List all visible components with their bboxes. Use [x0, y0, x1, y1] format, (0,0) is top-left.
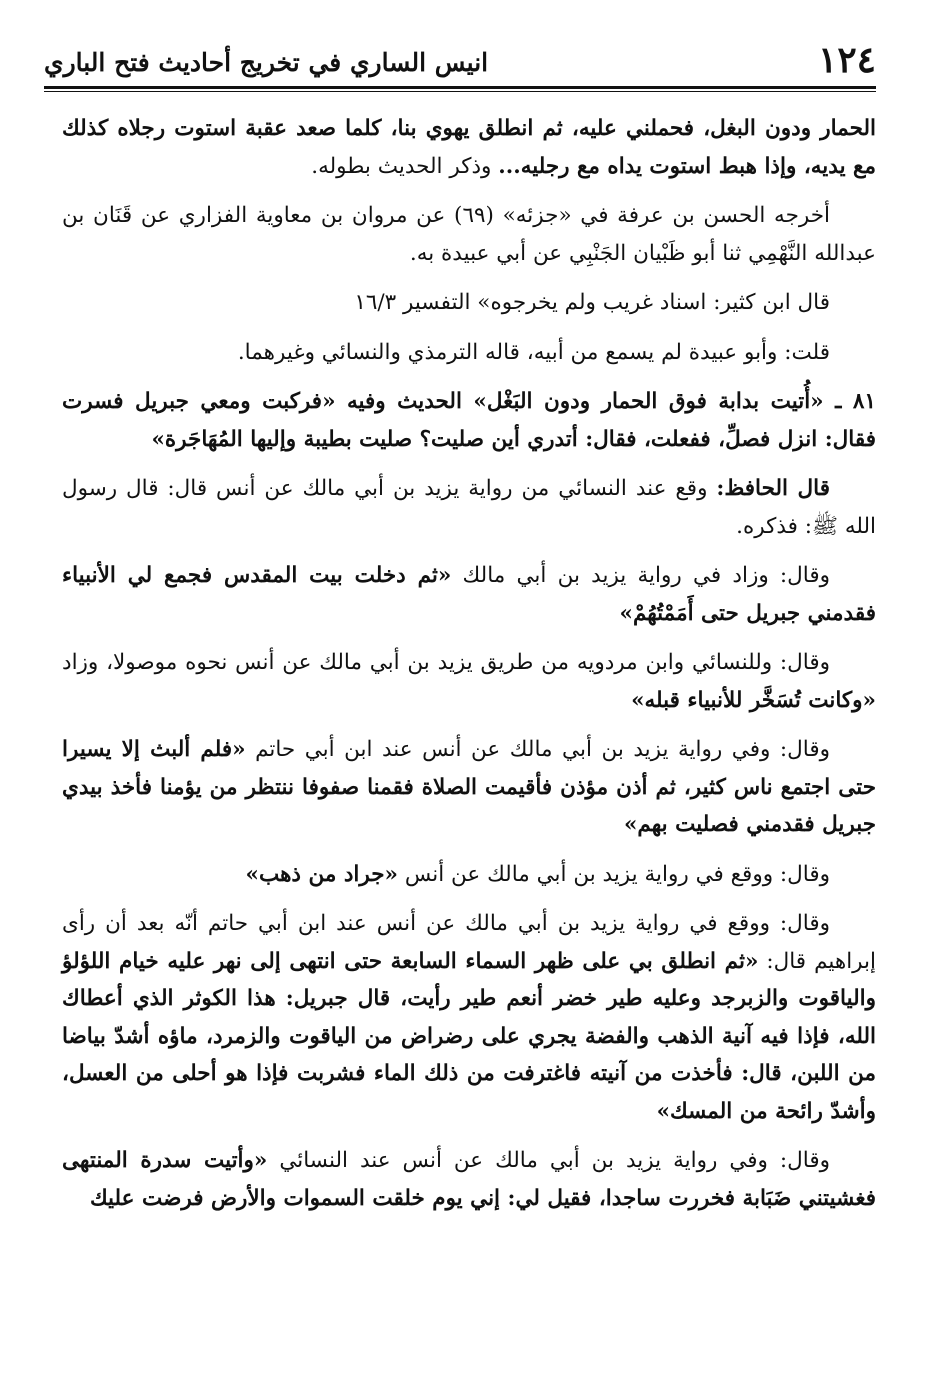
paragraph-text: وقع عند النسائي من رواية يزيد بن أبي مالك عن أنس قال: قال رسول الله ﷺ: فذكره. — [62, 476, 876, 539]
quoted-text: «وكانت تُسَخَّر للأنبياء قبله» — [631, 687, 876, 713]
paragraph-text: قلت: وأبو عبيدة لم يسمع من أبيه، قاله الترمذي والنسائي وغيرهما. — [237, 339, 830, 365]
paragraph-qal-1 — [62, 557, 876, 632]
quoted-text: «ثم انطلق بي على ظهر السماء السابعة حتى انتهى إلى نهر عليه خيام اللؤلؤ والياقوت والزبرجد وعليه طير خضر أنعم طير رأيت، قال جبريل: هذا الكوثر الذي أعطاك الله، فإذا فيه آنية الذهب والفضة يجري على رضراض من الياقوت والزمرد، ماؤه أشدّ بياضا من اللبن، قال: فأخذت من آنيته فاغترفت من ذلك الماء فشربت فإذا هو أحلى من العسل، وأشدّ رائحة من المسك» — [62, 948, 876, 1124]
page-number: ١٢٤ — [817, 39, 876, 81]
quoted-text: «ثم دخلت بيت المقدس فجمع لي الأنبياء فقدمني جبريل حتى أَمَمْتُهُمْ» — [62, 563, 876, 626]
paragraph-lead: قال الحافظ: — [716, 476, 830, 501]
header-rule-thin — [44, 91, 876, 92]
paragraph-qal-5 — [62, 905, 876, 1130]
quoted-text: «وأتيت سدرة المنتهى فغشيتني ضَبَابة فخررت ساجدا، فقيل لي: إني يوم خلقت السموات والأرض فرضت عليك — [62, 1148, 876, 1211]
paragraph-qal-4 — [62, 856, 876, 894]
paragraph-al-hafiz — [62, 470, 876, 545]
paragraph-qal-2 — [62, 644, 876, 719]
paragraph-text: وقال: وزاد في رواية يزيد بن أبي مالك — [451, 563, 830, 588]
hadith-text: «أُتيت بدابة فوق الحمار ودون البَغْل» الحديث وفيه «فركبت ومعي جبريل فسرت فقال: انزل فصلِّ، ففعلت، فقال: أتدري أين صليت؟ صليت بطيبة وإليها المُهَاجَرة» — [62, 389, 876, 452]
paragraph-text: وقال: وفي رواية يزيد بن أبي مالك عن أنس عند النسائي — [267, 1148, 830, 1173]
paragraph-note — [62, 334, 876, 372]
paragraph-text: أخرجه الحسن بن عرفة في «جزئه» (٦٩) عن مروان بن معاوية الفزاري عن قَنَان بن عبدالله النَّهْمِي ثنا أبو ظَبْيان الجَنْبِي عن أبي عبيدة به. — [62, 203, 876, 266]
running-title: انيس الساري في تخريج أحاديث فتح الباري — [44, 48, 489, 77]
paragraph-qal-6 — [62, 1142, 876, 1217]
paragraph-text: قال ابن كثير: اسناد غريب ولم يخرجوه» التفسير ١٦/٣ — [354, 290, 830, 315]
paragraph-text: وقال: وللنسائي وابن مردويه من طريق يزيد بن أبي مالك عن أنس نحوه موصولا، وزاد — [62, 650, 830, 675]
paragraph-text: وقال: وفي رواية يزيد بن أبي مالك عن أنس عند ابن أبي حاتم — [245, 737, 830, 762]
paragraph-takhrij — [62, 197, 876, 272]
paragraph-hadith-continuation — [62, 110, 876, 185]
page-header — [44, 36, 876, 86]
body-text — [62, 110, 876, 1229]
paragraph-qal-3 — [62, 731, 876, 844]
header-rule — [44, 86, 876, 89]
hadith-text: الحمار ودون البغل، فحملني عليه، ثم انطلق يهوي بنا، كلما صعد عقبة استوت رجلاه كذلك مع يديه، وإذا هبط استوت يداه مع رجليه... — [62, 116, 876, 179]
quoted-text: «فلم ألبث إلا يسيرا حتى اجتمع ناس كثير، ثم أذن مؤذن فأقيمت الصلاة فقمنا صفوفا ننتظر من يؤمنا فأخذ بيدي جبريل فقدمني فصليت بهم» — [62, 737, 876, 837]
paragraph-text: وقال: ووقع في رواية يزيد بن أبي مالك عن أنس — [398, 861, 830, 887]
paragraph-ibn-kathir — [62, 284, 876, 322]
paragraph-text: وذكر الحديث بطوله. — [311, 153, 499, 179]
hadith-81 — [62, 383, 876, 458]
paragraph-text: وقال: ووقع في رواية يزيد بن أبي مالك عن أنس عند ابن أبي حاتم أنّه بعد أن رأى إبراهيم قال: — [62, 911, 876, 974]
quoted-text: «جراد من ذهب» — [245, 861, 398, 887]
hadith-number: ٨١ ـ — [835, 389, 876, 414]
